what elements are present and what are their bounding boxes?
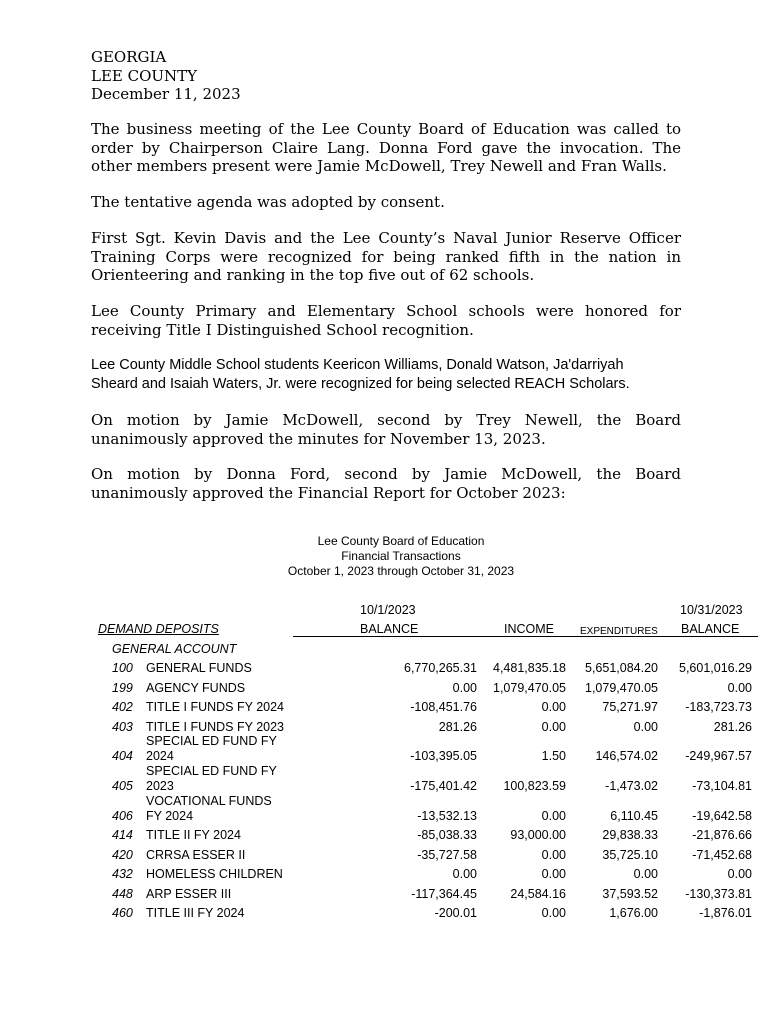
start-balance-cell: -108,451.76 [410, 700, 477, 714]
fund-name: TITLE I FUNDS FY 2023 [146, 720, 285, 734]
end-balance-cell: -73,104.81 [692, 779, 752, 793]
fund-code: 460 [112, 906, 133, 920]
start-balance-cell: 0.00 [452, 681, 477, 695]
call-to-order-paragraph: The business meeting of the Lee County Board of Education was called to order by Chairperson Claire Lang. Donna Ford gave the invocation. The other members present were Jamie McDowell, Trey Newell and Fran Walls. [91, 120, 681, 175]
agenda-paragraph: The tentative agenda was adopted by consent. [91, 193, 445, 211]
fund-name: TITLE I FUNDS FY 2024 [146, 700, 285, 714]
start-balance-cell: 6,770,265.31 [404, 661, 477, 675]
end-balance-cell: 0.00 [727, 681, 752, 695]
col-income: INCOME [504, 622, 554, 636]
end-balance-cell: 0.00 [727, 867, 752, 881]
fund-name: ARP ESSER III [146, 887, 232, 901]
expenditures-cell: -1,473.02 [605, 779, 658, 793]
fund-code: 403 [112, 720, 133, 734]
fund-name-line-2: 2023 [146, 779, 174, 793]
header-county: LEE COUNTY [91, 66, 198, 85]
income-cell: 0.00 [541, 848, 566, 862]
income-cell: 0.00 [541, 809, 566, 823]
title-one-paragraph: Lee County Primary and Elementary School schools were honored for receiving Title I Distinguished School recognition. [91, 302, 681, 339]
header-state: GEORGIA [91, 48, 167, 66]
fund-code: 432 [112, 867, 133, 881]
report-subtitle: Financial Transactions [341, 549, 461, 563]
start-balance-cell: -85,038.33 [417, 828, 477, 842]
expenditures-cell: 75,271.97 [602, 700, 658, 714]
start-balance-cell: -35,727.58 [417, 848, 477, 862]
reach-scholars-line-1: Lee County Middle School students Keericon Williams, Donald Watson, Ja'darriyah [91, 357, 624, 373]
fund-code: 448 [112, 887, 133, 901]
start-balance-cell: 281.26 [438, 720, 477, 734]
fund-code: 199 [112, 681, 133, 695]
end-balance-cell: -249,967.57 [685, 749, 752, 763]
expenditures-cell: 37,593.52 [602, 887, 658, 901]
start-balance-cell: 0.00 [452, 867, 477, 881]
fund-code: 100 [112, 661, 133, 675]
expenditures-cell: 35,725.10 [602, 848, 658, 862]
fund-code: 420 [112, 848, 133, 862]
income-cell: 4,481,835.18 [493, 661, 566, 675]
end-balance-cell: -19,642.58 [692, 809, 752, 823]
col-end-date: 10/31/2023 [680, 603, 743, 617]
end-balance-cell: -130,373.81 [685, 887, 752, 901]
expenditures-cell: 1,079,470.05 [585, 681, 658, 695]
start-balance-cell: -13,532.13 [417, 809, 477, 823]
header-date: December 11, 2023 [91, 85, 241, 103]
fund-code: 404 [112, 749, 133, 763]
expenditures-cell: 29,838.33 [602, 828, 658, 842]
start-balance-cell: -117,364.45 [411, 887, 477, 901]
end-balance-cell: -1,876.01 [699, 906, 752, 920]
financial-motion-paragraph: On motion by Donna Ford, second by Jamie McDowell, the Board unanimously approved the Financial Report for October 2023: [91, 465, 681, 502]
subsection-general-account: GENERAL ACCOUNT [112, 642, 237, 656]
expenditures-cell: 6,110.45 [610, 809, 658, 823]
income-cell: 1,079,470.05 [493, 681, 566, 695]
expenditures-cell: 0.00 [633, 867, 658, 881]
njrotc-paragraph: First Sgt. Kevin Davis and the Lee County’s Naval Junior Reserve Officer Training Corps were recognized for being ranked fifth in the nation in Orienteering and ranking in the top five out of 62 schools. [91, 229, 681, 284]
start-balance-cell: -175,401.42 [410, 779, 477, 793]
start-balance-cell: -200.01 [434, 906, 477, 920]
col-start-balance: BALANCE [360, 622, 419, 636]
fund-name-line-2: FY 2024 [146, 809, 194, 823]
expenditures-cell: 1,676.00 [609, 906, 658, 920]
report-period: October 1, 2023 through October 31, 2023 [287, 564, 515, 578]
income-cell: 0.00 [541, 700, 566, 714]
income-cell: 24,584.16 [510, 887, 566, 901]
income-cell: 0.00 [541, 720, 566, 734]
expenditures-cell: 0.00 [633, 720, 658, 734]
expenditures-cell: 146,574.02 [595, 749, 658, 763]
income-cell: 0.00 [541, 906, 566, 920]
fund-code: 406 [112, 809, 133, 823]
col-end-balance: BALANCE [681, 622, 740, 636]
report-title: Lee County Board of Education [317, 534, 485, 548]
fund-name-line-1: SPECIAL ED FUND FY [146, 734, 277, 748]
fund-name: CRRSA ESSER II [146, 848, 246, 862]
fund-code: 414 [112, 828, 133, 842]
expenditures-cell: 5,651,084.20 [585, 661, 658, 675]
minutes-motion-paragraph: On motion by Jamie McDowell, second by Trey Newell, the Board unanimously approved the minutes for November 13, 2023. [91, 411, 681, 448]
income-cell: 100,823.59 [503, 779, 566, 793]
end-balance-cell: -183,723.73 [685, 700, 752, 714]
end-balance-cell: 5,601,016.29 [679, 661, 752, 675]
income-cell: 0.00 [541, 867, 566, 881]
end-balance-cell: -21,876.66 [692, 828, 752, 842]
col-start-date: 10/1/2023 [360, 603, 416, 617]
header-rule [293, 636, 758, 637]
fund-name: HOMELESS CHILDREN [146, 867, 283, 881]
fund-code: 402 [112, 700, 133, 714]
fund-name-line-1: VOCATIONAL FUNDS [146, 794, 272, 808]
fund-name: TITLE II FY 2024 [146, 828, 241, 842]
section-demand-deposits: DEMAND DEPOSITS [98, 622, 219, 636]
start-balance-cell: -103,395.05 [410, 749, 477, 763]
income-cell: 93,000.00 [510, 828, 566, 842]
fund-name: AGENCY FUNDS [146, 681, 246, 695]
end-balance-cell: -71,452.68 [692, 848, 752, 862]
fund-name-line-2: 2024 [146, 749, 174, 763]
fund-name: GENERAL FUNDS [146, 661, 252, 675]
reach-scholars-line-2: Sheard and Isaiah Waters, Jr. were recognized for being selected REACH Scholars. [91, 376, 630, 392]
fund-code: 405 [112, 779, 133, 793]
income-cell: 1.50 [541, 749, 566, 763]
fund-name-line-1: SPECIAL ED FUND FY [146, 764, 277, 778]
fund-name: TITLE III FY 2024 [146, 906, 245, 920]
col-expenditures: EXPENDITURES [580, 626, 658, 637]
end-balance-cell: 281.26 [713, 720, 752, 734]
